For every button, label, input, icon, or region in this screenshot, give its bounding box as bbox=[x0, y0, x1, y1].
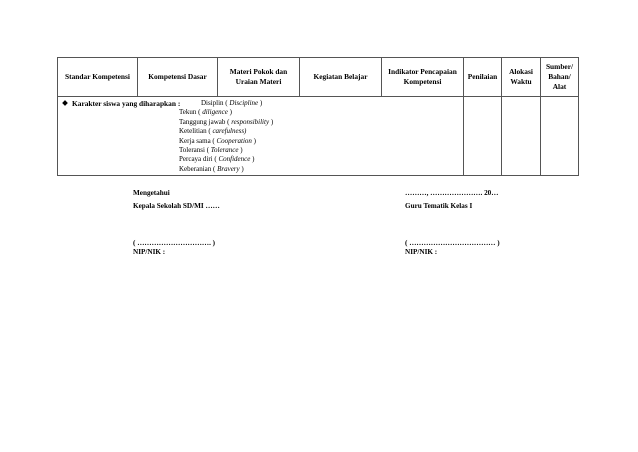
trait-item: Percaya diri ( Confidence ) bbox=[179, 155, 255, 164]
trait-item: Tanggung jawab ( responsibility ) bbox=[179, 117, 274, 126]
trait-item: Keberanian ( Bravery ) bbox=[179, 164, 244, 173]
trait-item: Ketelitian ( carefulness) bbox=[179, 127, 247, 136]
karakter-block bbox=[58, 97, 463, 175]
diamond-bullet-icon bbox=[62, 99, 72, 110]
table-body-row bbox=[58, 97, 579, 176]
sig-left-kepala-sekolah: Kepala Sekolah SD/MI …… bbox=[133, 202, 220, 210]
lesson-plan-table bbox=[57, 57, 579, 176]
sig-right-name: ( ……………………………… ) bbox=[405, 239, 500, 247]
karakter-label: Karakter siswa yang diharapkan : bbox=[72, 99, 181, 108]
header-alokasi-waktu: Alokasi Waktu bbox=[502, 58, 541, 97]
trait-item: Kerja sama ( Cooperation ) bbox=[179, 136, 256, 145]
sig-left-nip: NIP/NIK : bbox=[133, 248, 166, 256]
sig-right-guru: Guru Tematik Kelas I bbox=[405, 202, 473, 210]
header-materi-pokok: Materi Pokok dan Uraian Materi bbox=[218, 58, 300, 97]
karakter-cell bbox=[58, 97, 464, 176]
header-standar-kompetensi: Standar Kompetensi bbox=[58, 58, 138, 97]
cell-sumber bbox=[541, 97, 579, 176]
sig-left-name: ( …………………………. ) bbox=[133, 239, 216, 247]
trait-item: Tekun ( diligence ) bbox=[179, 108, 232, 117]
header-indikator: Indikator Pencapaian Kompetensi bbox=[382, 58, 464, 97]
table-header-row bbox=[58, 58, 579, 97]
cell-penilaian bbox=[464, 97, 502, 176]
header-kompetensi-dasar: Kompetensi Dasar bbox=[138, 58, 218, 97]
cell-alokasi-waktu bbox=[502, 97, 541, 176]
sig-right-date: ………, …………………. 20… bbox=[405, 189, 499, 197]
trait-item: Toleransi ( Tolerance ) bbox=[179, 146, 243, 154]
sig-left-mengetahui: Mengetahui bbox=[133, 189, 170, 197]
trait-item: Disiplin ( Discipline ) bbox=[201, 99, 263, 107]
header-sumber-bahan-alat: Sumber/ Bahan/ Alat bbox=[541, 58, 579, 97]
sig-right-nip: NIP/NIK : bbox=[405, 248, 438, 256]
header-penilaian: Penilaian bbox=[464, 58, 502, 97]
header-kegiatan-belajar: Kegiatan Belajar bbox=[300, 58, 382, 97]
